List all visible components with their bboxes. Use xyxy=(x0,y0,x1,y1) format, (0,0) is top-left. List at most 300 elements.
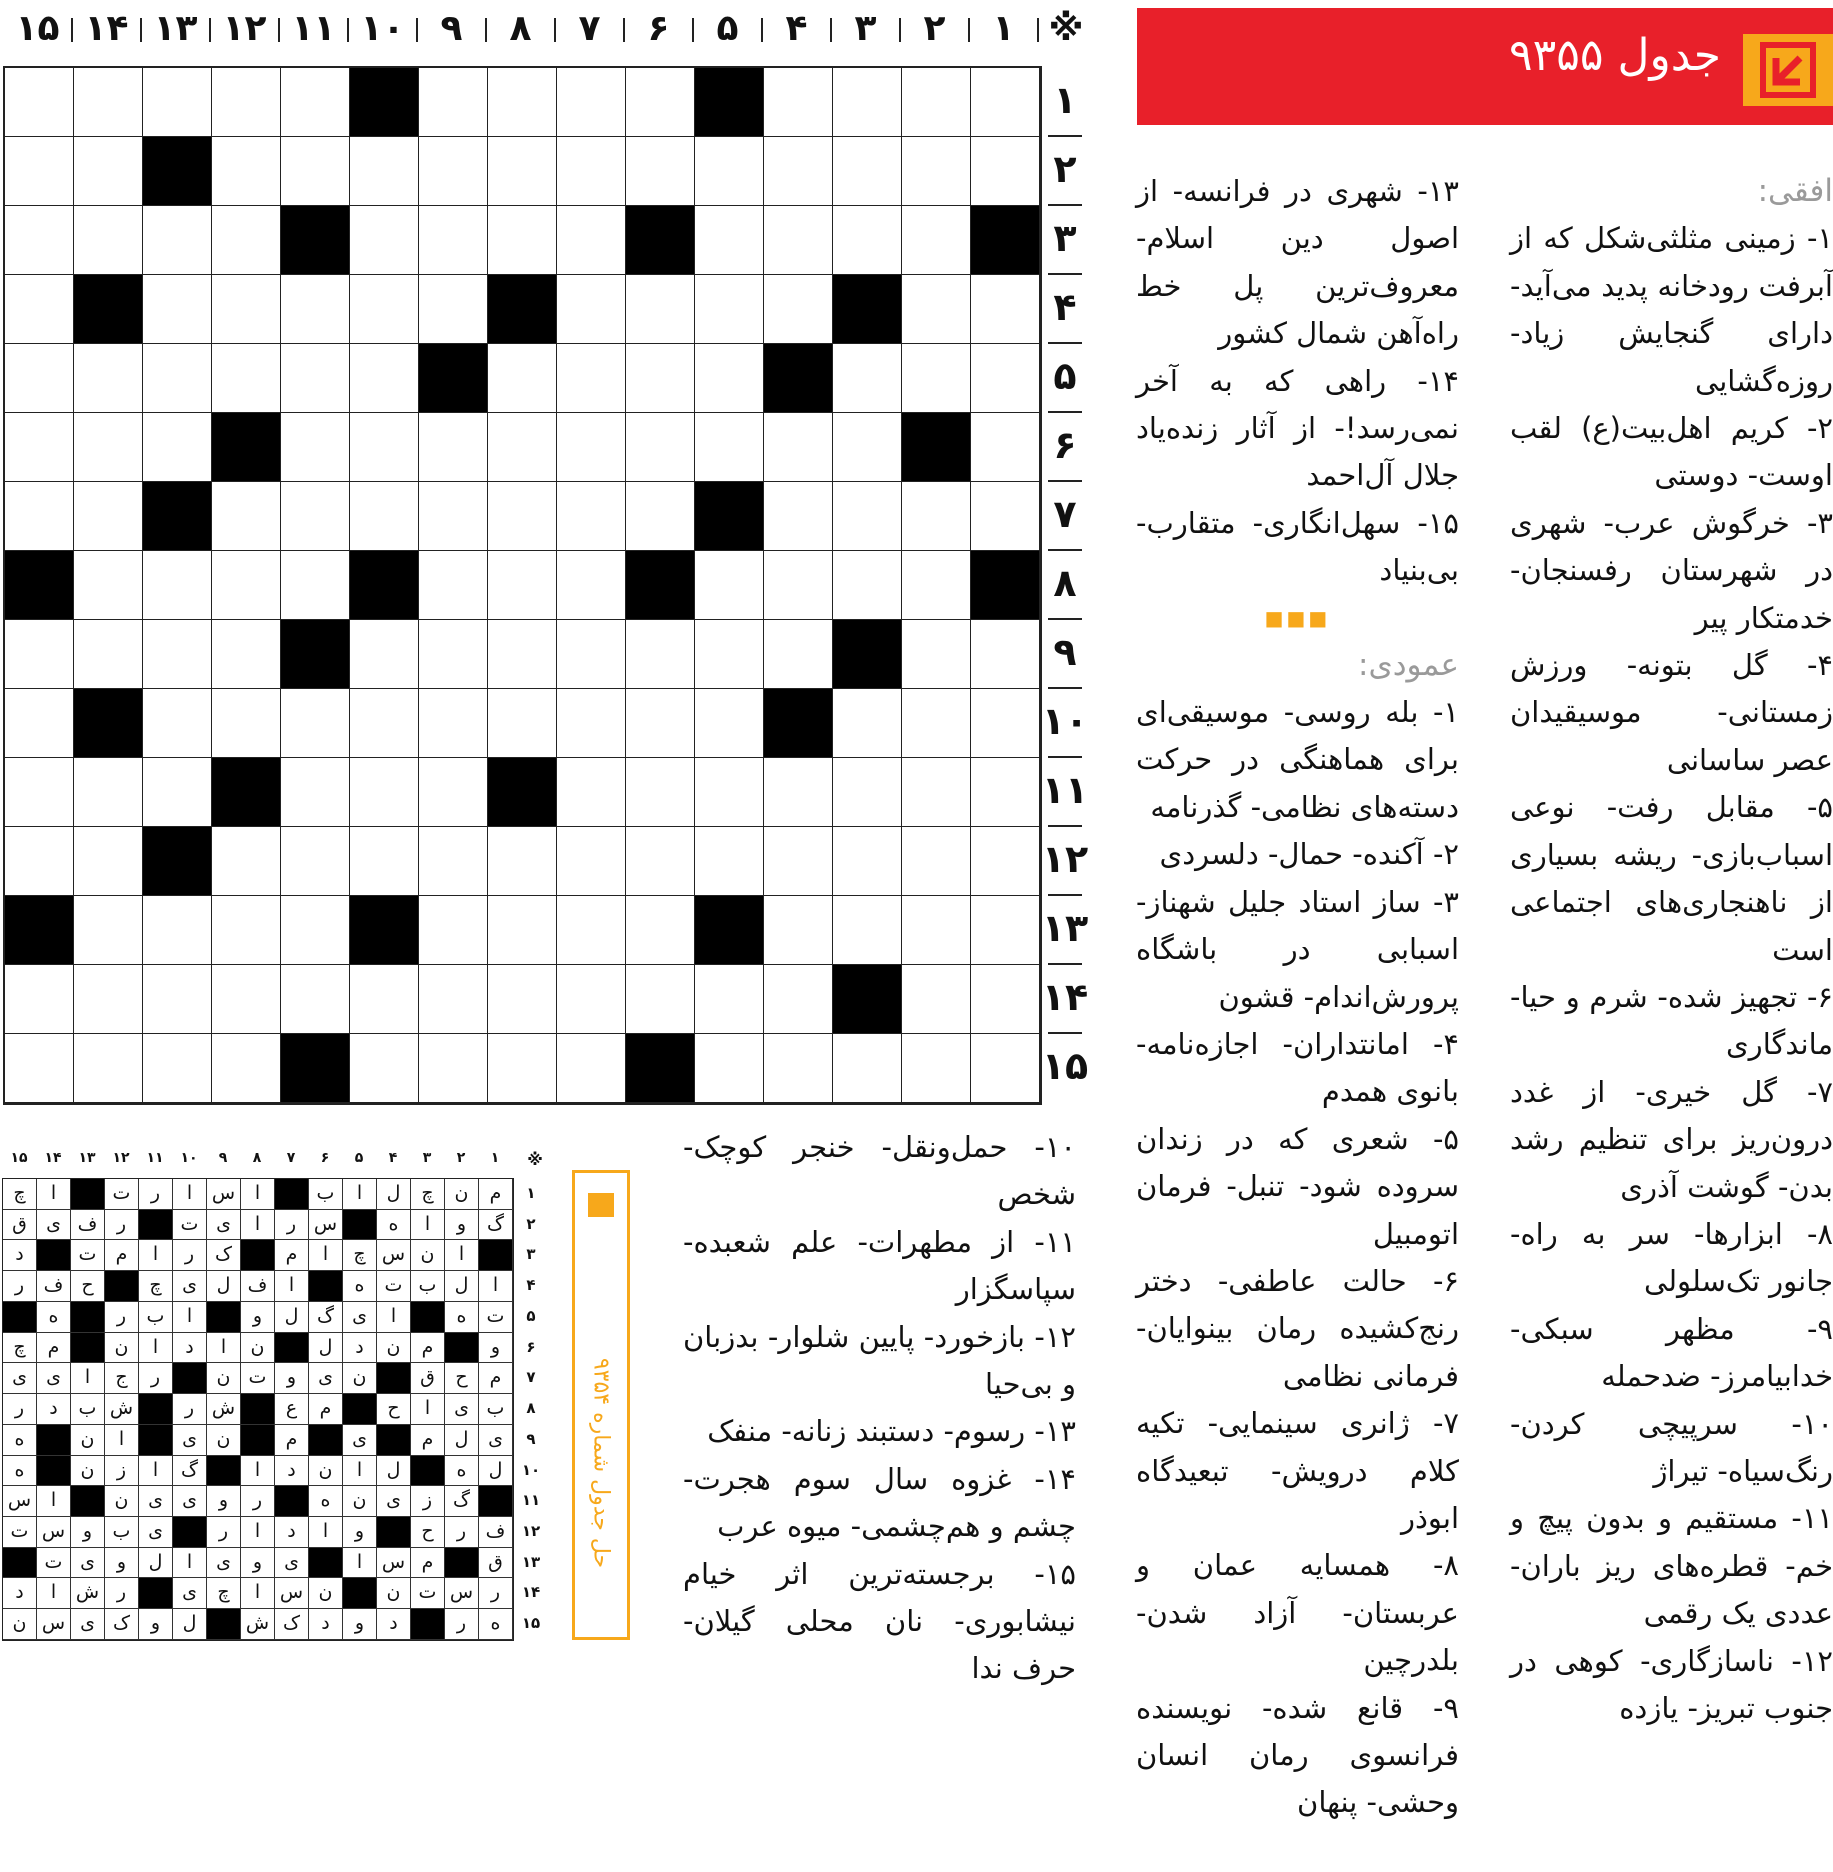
solution-cell: گ xyxy=(445,1486,479,1517)
solution-cell-black xyxy=(411,1302,445,1333)
grid-cell[interactable] xyxy=(557,344,626,413)
grid-cell[interactable] xyxy=(281,689,350,758)
solution-cell: و xyxy=(105,1548,139,1579)
grid-cell[interactable] xyxy=(74,896,143,965)
grid-cell[interactable] xyxy=(212,896,281,965)
grid-cell[interactable] xyxy=(557,1034,626,1103)
solution-cell: ا xyxy=(139,1456,173,1487)
grid-cell[interactable] xyxy=(419,206,488,275)
grid-cell[interactable] xyxy=(488,206,557,275)
solution-cell-black xyxy=(479,1240,513,1271)
grid-cell[interactable] xyxy=(143,896,212,965)
solution-cell: ز xyxy=(411,1486,445,1517)
grid-cell[interactable] xyxy=(281,551,350,620)
grid-cell[interactable] xyxy=(212,620,281,689)
grid-cell[interactable] xyxy=(488,689,557,758)
solution-cell: ا xyxy=(37,1578,71,1609)
row-number: ۶ xyxy=(1053,423,1077,467)
solution-cell-black xyxy=(309,1425,343,1456)
solution-column-numbers xyxy=(0,1150,548,1170)
solution-title: حل جدول شماره ۹۳۵۴ xyxy=(588,1357,614,1569)
solution-row-number: ۳ xyxy=(526,1245,536,1264)
solution-cell: ا xyxy=(37,1486,71,1517)
grid-cell[interactable] xyxy=(143,689,212,758)
solution-cell: ا xyxy=(309,1240,343,1271)
grid-cell[interactable] xyxy=(833,1034,902,1103)
grid-cell[interactable] xyxy=(212,551,281,620)
grid-cell[interactable] xyxy=(488,620,557,689)
grid-cell[interactable] xyxy=(419,689,488,758)
grid-cell[interactable] xyxy=(833,206,902,275)
solution-cell: و xyxy=(479,1333,513,1364)
grid-cell[interactable] xyxy=(212,689,281,758)
grid-cell[interactable] xyxy=(902,482,971,551)
solution-cell: ا xyxy=(241,1456,275,1487)
column-number: ۱۰ xyxy=(360,8,405,49)
grid-cell[interactable] xyxy=(350,344,419,413)
grid-cell[interactable] xyxy=(557,68,626,137)
grid-cell[interactable] xyxy=(902,689,971,758)
grid-cell[interactable] xyxy=(557,758,626,827)
grid-cell[interactable] xyxy=(350,965,419,1034)
grid-cell[interactable] xyxy=(902,344,971,413)
solution-cell: م xyxy=(105,1240,139,1271)
grid-cell[interactable] xyxy=(5,827,74,896)
grid-cell[interactable] xyxy=(695,275,764,344)
grid-cell[interactable] xyxy=(626,413,695,482)
grid-cell[interactable] xyxy=(143,551,212,620)
grid-cell[interactable] xyxy=(350,206,419,275)
solution-cell: ه xyxy=(309,1486,343,1517)
solution-cell-black xyxy=(71,1302,105,1333)
column-number: ۲ xyxy=(923,8,946,49)
grid-cell[interactable] xyxy=(971,827,1040,896)
grid-cell[interactable] xyxy=(557,827,626,896)
solution-cell: ن xyxy=(71,1425,105,1456)
grid-cell[interactable] xyxy=(557,413,626,482)
grid-cell[interactable] xyxy=(419,758,488,827)
grid-cell[interactable] xyxy=(902,206,971,275)
grid-cell[interactable] xyxy=(971,275,1040,344)
grid-cell[interactable] xyxy=(350,758,419,827)
solution-cell: ح xyxy=(445,1363,479,1394)
grid-cell[interactable] xyxy=(695,206,764,275)
grid-cell[interactable] xyxy=(5,137,74,206)
solution-cell-black xyxy=(3,1548,37,1579)
down-clue-cont-6: ۱۵- برجسته‌ترین اثر خیام نیشابوری- نان محلی گیلان- حرف ندا xyxy=(683,1556,1076,1686)
grid-cell[interactable] xyxy=(74,620,143,689)
grid-cell[interactable] xyxy=(143,965,212,1034)
solution-row-number: ۸ xyxy=(526,1399,536,1418)
across-clue-10: ۱۰- سرپیچی کردن- رنگ‌سیاه- تیراژ xyxy=(1510,1406,1833,1488)
solution-cell: ا xyxy=(343,1456,377,1487)
grid-cell[interactable] xyxy=(419,68,488,137)
grid-cell-black xyxy=(626,551,695,620)
grid-cell[interactable] xyxy=(74,965,143,1034)
solution-cell-black xyxy=(411,1609,445,1640)
solution-row-number: ۱۰ xyxy=(521,1460,541,1479)
grid-cell[interactable] xyxy=(695,827,764,896)
grid-cell[interactable] xyxy=(281,827,350,896)
solution-cell: ب xyxy=(309,1179,343,1210)
grid-cell[interactable] xyxy=(971,620,1040,689)
grid-cell[interactable] xyxy=(212,482,281,551)
grid-cell[interactable] xyxy=(695,758,764,827)
grid-cell[interactable] xyxy=(626,137,695,206)
solution-cell: ا xyxy=(343,1179,377,1210)
across-clue-12: ۱۲- ناسازگاری- کوهی در جنوب تبریز- یازده xyxy=(1510,1643,1833,1725)
grid-cell[interactable] xyxy=(143,275,212,344)
grid-cell-black xyxy=(143,827,212,896)
solution-cell: س xyxy=(377,1240,411,1271)
grid-cell[interactable] xyxy=(281,758,350,827)
solution-cell: ح xyxy=(377,1394,411,1425)
grid-cell[interactable] xyxy=(902,620,971,689)
grid-cell[interactable] xyxy=(143,206,212,275)
solution-cell: ر xyxy=(275,1210,309,1241)
grid-cell[interactable] xyxy=(971,413,1040,482)
grid-cell[interactable] xyxy=(833,827,902,896)
solution-cell: ج xyxy=(105,1363,139,1394)
grid-cell[interactable] xyxy=(74,758,143,827)
solution-cell: ا xyxy=(105,1425,139,1456)
grid-cell[interactable] xyxy=(488,344,557,413)
grid-cell[interactable] xyxy=(488,1034,557,1103)
grid-cell[interactable] xyxy=(971,344,1040,413)
grid-cell[interactable] xyxy=(626,689,695,758)
grid-cell[interactable] xyxy=(143,620,212,689)
grid-cell[interactable] xyxy=(902,896,971,965)
grid-cell[interactable] xyxy=(212,1034,281,1103)
grid-cell[interactable] xyxy=(764,1034,833,1103)
solution-cell: ی xyxy=(173,1578,207,1609)
grid-cell[interactable] xyxy=(143,344,212,413)
solution-cell-black xyxy=(71,1486,105,1517)
grid-cell[interactable] xyxy=(281,344,350,413)
grid-cell[interactable] xyxy=(5,344,74,413)
grid-cell[interactable] xyxy=(212,344,281,413)
grid-cell[interactable] xyxy=(695,551,764,620)
grid-cell[interactable] xyxy=(833,896,902,965)
grid-cell[interactable] xyxy=(902,1034,971,1103)
grid-cell[interactable] xyxy=(281,482,350,551)
grid-cell[interactable] xyxy=(419,965,488,1034)
grid-cell[interactable] xyxy=(626,896,695,965)
solution-cell: ه xyxy=(3,1456,37,1487)
down-clue-4: ۴- امانتداران- اجازه‌نامه- بانوی همدم xyxy=(1136,1026,1459,1109)
grid-cell[interactable] xyxy=(5,689,74,758)
grid-cell[interactable] xyxy=(902,68,971,137)
grid-cell[interactable] xyxy=(488,482,557,551)
grid-cell[interactable] xyxy=(764,758,833,827)
grid-cell[interactable] xyxy=(902,137,971,206)
grid-cell[interactable] xyxy=(695,965,764,1034)
grid-cell[interactable] xyxy=(626,275,695,344)
solution-cell: ی xyxy=(343,1425,377,1456)
grid-cell[interactable] xyxy=(557,896,626,965)
grid-cell[interactable] xyxy=(281,896,350,965)
column-separator xyxy=(968,18,970,42)
solution-cell: د xyxy=(377,1609,411,1640)
grid-cell[interactable] xyxy=(5,275,74,344)
grid-cell[interactable] xyxy=(5,413,74,482)
grid-cell[interactable] xyxy=(74,1034,143,1103)
grid-cell[interactable] xyxy=(764,965,833,1034)
solution-cell: ق xyxy=(3,1210,37,1241)
grid-cell[interactable] xyxy=(5,68,74,137)
solution-cell: ل xyxy=(445,1271,479,1302)
logo-arrow-icon xyxy=(1760,42,1816,98)
grid-cell[interactable] xyxy=(5,965,74,1034)
grid-cell[interactable] xyxy=(281,275,350,344)
grid-cell[interactable] xyxy=(833,137,902,206)
grid-cell[interactable] xyxy=(764,137,833,206)
row-number: ۷ xyxy=(1053,492,1077,536)
solution-cell: ا xyxy=(411,1210,445,1241)
grid-cell[interactable] xyxy=(5,620,74,689)
grid-cell[interactable] xyxy=(5,758,74,827)
solution-cell: ف xyxy=(479,1517,513,1548)
grid-cell[interactable] xyxy=(626,344,695,413)
solution-cell: ی xyxy=(173,1271,207,1302)
grid-cell[interactable] xyxy=(5,206,74,275)
grid-cell[interactable] xyxy=(557,482,626,551)
solution-column-number: ۱۰ xyxy=(180,1150,198,1166)
solution-cell: ن xyxy=(241,1333,275,1364)
solution-cell: م xyxy=(411,1425,445,1456)
grid-row-numbers xyxy=(1040,66,1090,1101)
across-clue-cont-2: ۱۴- راهی که به آخر نمی‌رسد!- از آثار زنده‌یاد جلال آل‌احمد xyxy=(1136,363,1459,493)
solution-cell: و xyxy=(275,1363,309,1394)
grid-cell[interactable] xyxy=(695,413,764,482)
grid-cell[interactable] xyxy=(764,620,833,689)
grid-cell[interactable] xyxy=(281,137,350,206)
grid-cell[interactable] xyxy=(419,896,488,965)
solution-cell: ی xyxy=(139,1517,173,1548)
grid-cell[interactable] xyxy=(212,275,281,344)
grid-cell[interactable] xyxy=(902,275,971,344)
grid-cell[interactable] xyxy=(419,1034,488,1103)
grid-cell[interactable] xyxy=(833,551,902,620)
grid-cell[interactable] xyxy=(626,482,695,551)
grid-cell[interactable] xyxy=(488,827,557,896)
grid-cell[interactable] xyxy=(695,620,764,689)
grid-cell[interactable] xyxy=(695,344,764,413)
grid-cell[interactable] xyxy=(833,689,902,758)
solution-cell: ا xyxy=(309,1517,343,1548)
solution-cell: د xyxy=(3,1578,37,1609)
grid-cell[interactable] xyxy=(74,206,143,275)
grid-cell[interactable] xyxy=(74,413,143,482)
grid-cell[interactable] xyxy=(488,551,557,620)
grid-cell[interactable] xyxy=(971,689,1040,758)
grid-cell[interactable] xyxy=(419,827,488,896)
grid-cell[interactable] xyxy=(350,620,419,689)
grid-cell[interactable] xyxy=(557,137,626,206)
column-separator xyxy=(140,18,142,42)
grid-cell[interactable] xyxy=(764,482,833,551)
grid-cell[interactable] xyxy=(419,551,488,620)
grid-cell[interactable] xyxy=(350,413,419,482)
grid-cell-black xyxy=(488,758,557,827)
grid-cell[interactable] xyxy=(557,551,626,620)
grid-cell[interactable] xyxy=(281,413,350,482)
down-heading: عمودی: xyxy=(1358,646,1459,683)
grid-cell-black xyxy=(764,344,833,413)
grid-cell[interactable] xyxy=(143,68,212,137)
across-clue-6: ۶- تجهیز شده- شرم و حیا- ماندگاری xyxy=(1510,979,1833,1062)
solution-cell: ا xyxy=(241,1179,275,1210)
grid-cell[interactable] xyxy=(488,965,557,1034)
grid-cell[interactable] xyxy=(5,1034,74,1103)
solution-cell: ش xyxy=(105,1394,139,1425)
star-symbol: ※ xyxy=(1048,8,1084,49)
grid-cell[interactable] xyxy=(557,965,626,1034)
grid-cell[interactable] xyxy=(626,758,695,827)
grid-cell[interactable] xyxy=(212,965,281,1034)
grid-cell[interactable] xyxy=(281,965,350,1034)
grid-cell[interactable] xyxy=(350,1034,419,1103)
grid-cell[interactable] xyxy=(764,275,833,344)
solution-cell-black xyxy=(207,1302,241,1333)
grid-cell[interactable] xyxy=(695,689,764,758)
grid-cell[interactable] xyxy=(419,620,488,689)
grid-cell-black xyxy=(695,896,764,965)
grid-cell[interactable] xyxy=(212,137,281,206)
solution-cell-black xyxy=(343,1394,377,1425)
solution-cell: ح xyxy=(71,1271,105,1302)
solution-cell-black xyxy=(71,1333,105,1364)
grid-cell[interactable] xyxy=(74,551,143,620)
grid-cell[interactable] xyxy=(212,68,281,137)
grid-cell[interactable] xyxy=(212,206,281,275)
solution-cell: چ xyxy=(139,1271,173,1302)
grid-cell[interactable] xyxy=(212,827,281,896)
grid-cell[interactable] xyxy=(971,1034,1040,1103)
solution-row-number: ۱۳ xyxy=(521,1552,541,1571)
grid-cell[interactable] xyxy=(764,68,833,137)
grid-cell[interactable] xyxy=(74,344,143,413)
grid-cell[interactable] xyxy=(971,68,1040,137)
across-clue-2: ۲- کریم اهل‌بیت(ع) لقب اوست- دوستی xyxy=(1510,411,1833,493)
grid-cell[interactable] xyxy=(764,413,833,482)
grid-cell[interactable] xyxy=(971,965,1040,1034)
grid-cell[interactable] xyxy=(902,758,971,827)
grid-cell[interactable] xyxy=(350,827,419,896)
column-separator xyxy=(1037,18,1039,42)
grid-cell[interactable] xyxy=(419,482,488,551)
grid-cell[interactable] xyxy=(626,827,695,896)
solution-cell: ت xyxy=(37,1548,71,1579)
solution-cell: س xyxy=(275,1578,309,1609)
grid-cell[interactable] xyxy=(626,68,695,137)
grid-cell[interactable] xyxy=(902,551,971,620)
grid-cell[interactable] xyxy=(764,827,833,896)
grid-cell[interactable] xyxy=(833,68,902,137)
down-clue-2: ۲- آکنده- حمال- دلسردی xyxy=(1159,837,1459,872)
grid-cell[interactable] xyxy=(557,206,626,275)
grid-cell[interactable] xyxy=(350,689,419,758)
grid-cell[interactable] xyxy=(833,482,902,551)
grid-cell[interactable] xyxy=(833,344,902,413)
grid-cell[interactable] xyxy=(971,137,1040,206)
grid-cell[interactable] xyxy=(695,137,764,206)
grid-cell[interactable] xyxy=(833,413,902,482)
grid-cell[interactable] xyxy=(350,137,419,206)
grid-cell[interactable] xyxy=(764,551,833,620)
grid-cell[interactable] xyxy=(74,137,143,206)
grid-cell[interactable] xyxy=(971,758,1040,827)
solution-cell-black xyxy=(173,1517,207,1548)
column-separator xyxy=(692,18,694,42)
grid-cell[interactable] xyxy=(419,413,488,482)
grid-cell[interactable] xyxy=(902,965,971,1034)
across-clue-9: ۹- مظهر سبکی- خدابیامرز- ضدحمله xyxy=(1510,1311,1833,1394)
solution-cell: ن xyxy=(343,1363,377,1394)
grid-cell[interactable] xyxy=(488,413,557,482)
column-separator xyxy=(209,18,211,42)
grid-cell[interactable] xyxy=(626,620,695,689)
grid-cell[interactable] xyxy=(488,68,557,137)
grid-cell[interactable] xyxy=(281,68,350,137)
grid-cell[interactable] xyxy=(419,137,488,206)
grid-cell[interactable] xyxy=(74,68,143,137)
solution-cell: ی xyxy=(37,1363,71,1394)
solution-cell: چ xyxy=(3,1179,37,1210)
solution-cell: ن xyxy=(3,1609,37,1640)
grid-cell[interactable] xyxy=(350,275,419,344)
grid-cell[interactable] xyxy=(695,1034,764,1103)
down-clue-cont-1: ۱۰- حمل‌ونقل- خنجر کوچک- شخص xyxy=(683,1130,1076,1212)
grid-cell[interactable] xyxy=(488,896,557,965)
grid-cell[interactable] xyxy=(557,689,626,758)
solution-cell: س xyxy=(445,1578,479,1609)
grid-cell[interactable] xyxy=(971,896,1040,965)
grid-cell[interactable] xyxy=(764,896,833,965)
grid-cell[interactable] xyxy=(350,482,419,551)
row-number: ۳ xyxy=(1053,216,1077,260)
across-clue-7: ۷- گل خیری- از غدد درون‌ریز برای تنظیم رشد بدن- گوشت آذری xyxy=(1510,1074,1833,1204)
grid-cell[interactable] xyxy=(143,1034,212,1103)
solution-cell-black xyxy=(139,1425,173,1456)
grid-cell[interactable] xyxy=(143,758,212,827)
solution-cell: ن xyxy=(309,1578,343,1609)
grid-cell[interactable] xyxy=(833,758,902,827)
solution-cell: م xyxy=(411,1548,445,1579)
grid-cell[interactable] xyxy=(764,206,833,275)
grid-cell[interactable] xyxy=(902,827,971,896)
solution-cell: ف xyxy=(37,1271,71,1302)
grid-cell[interactable] xyxy=(419,275,488,344)
grid-cell[interactable] xyxy=(5,482,74,551)
grid-cell[interactable] xyxy=(74,482,143,551)
solution-cell: ن xyxy=(343,1486,377,1517)
solution-cell: ل xyxy=(377,1179,411,1210)
grid-cell-black xyxy=(74,689,143,758)
grid-cell[interactable] xyxy=(557,275,626,344)
solution-cell-black xyxy=(377,1363,411,1394)
solution-cell: ل xyxy=(377,1456,411,1487)
grid-cell[interactable] xyxy=(557,620,626,689)
grid-cell-black xyxy=(74,275,143,344)
grid-cell[interactable] xyxy=(971,482,1040,551)
down-clue-cont-2: ۱۱- از مطهرات- علم شعبده- سپاسگزار xyxy=(683,1224,1076,1307)
grid-cell[interactable] xyxy=(488,137,557,206)
grid-cell[interactable] xyxy=(74,827,143,896)
grid-cell[interactable] xyxy=(143,413,212,482)
grid-cell[interactable] xyxy=(626,965,695,1034)
solution-cell: چ xyxy=(207,1578,241,1609)
